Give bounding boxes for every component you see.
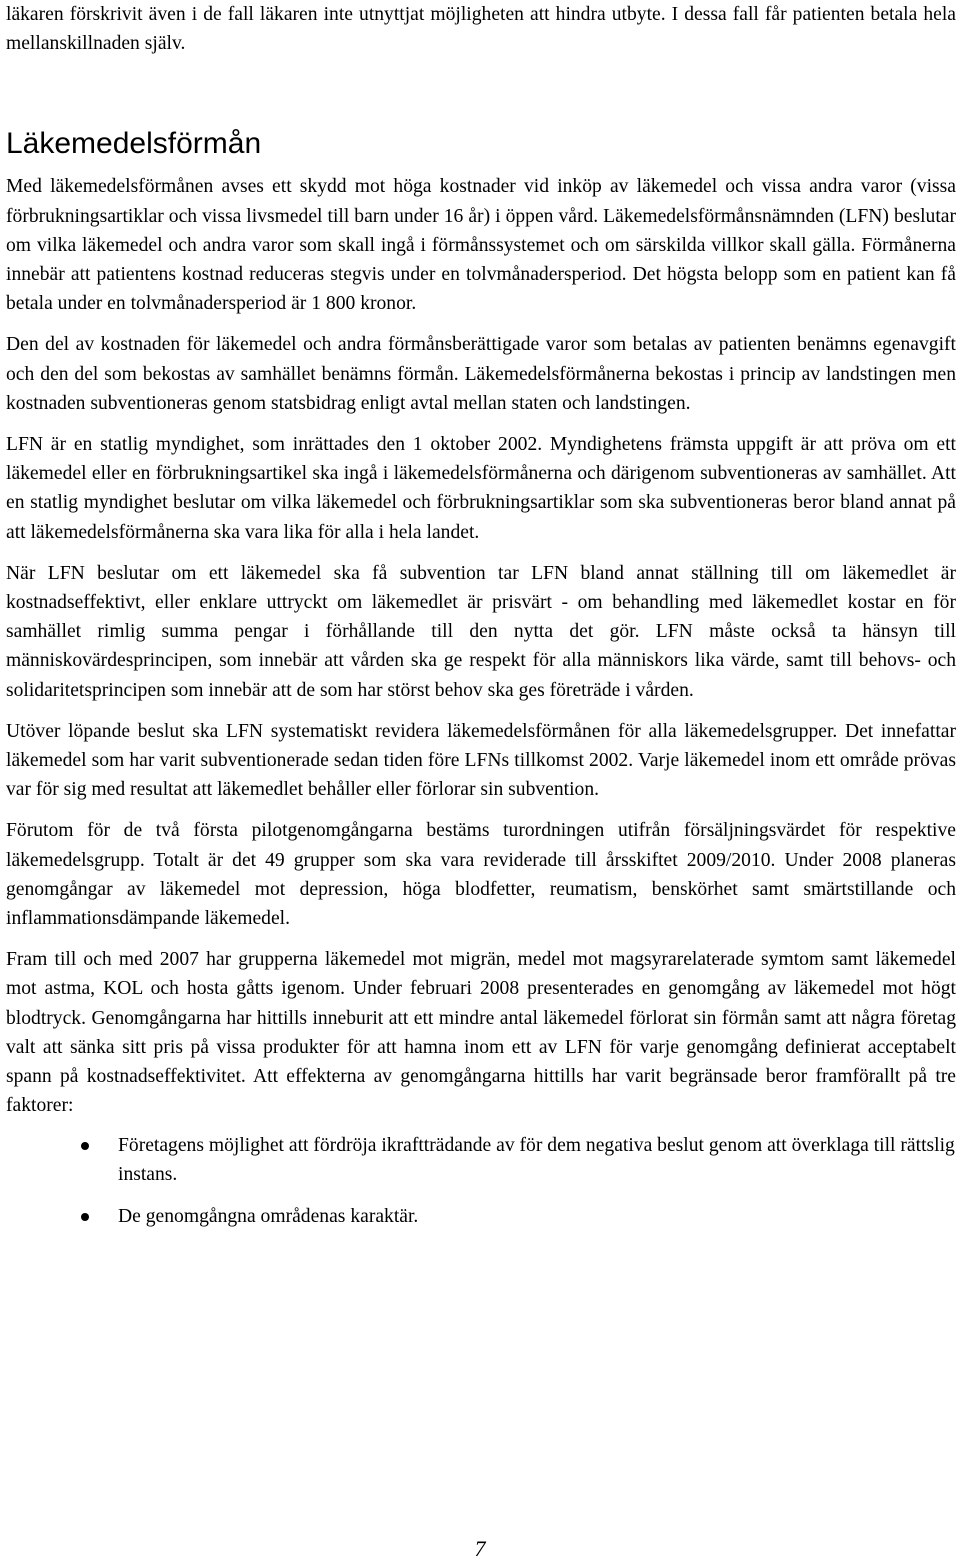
- section-heading: Läkemedelsförmån: [6, 127, 262, 161]
- list-item-text: Företagens möjlighet att fördröja ikraftträdande av för dem negativa beslut genom att överklaga till rättslig instans.: [118, 1134, 955, 1185]
- paragraph-3: LFN är en statlig myndighet, som inrättades den 1 oktober 2002. Myndighetens främsta uppgift är att pröva om ett läkemedel eller en förbrukningsartikel ska ingå i läkemedelsförmånerna och därigenom subventioneras av samhället. Att en statlig myndighet beslutar om vilka läkemedel och förbrukningsartiklar som ska subventioneras beror bland annat på att läkemedelsförmånerna ska vara lika för alla i hela landet.: [6, 434, 956, 543]
- bullet-icon: [81, 1142, 89, 1150]
- intro-paragraph: läkaren förskrivit även i de fall läkaren inte utnyttjat möjligheten att hindra utbyte. I dessa fall får patienten betala hela mellanskillnaden själv.: [6, 4, 956, 55]
- bullet-list: [6, 1131, 956, 1232]
- paragraph-7: Fram till och med 2007 har grupperna läkemedel mot migrän, medel mot magsyrarelaterade symtom samt läkemedel mot astma, KOL och hosta gåtts igenom. Under februari 2008 presenterades en genomgång av läkemedel mot högt blodtryck. Genomgångarna har hittills inneburit att ett mindre antal läkemedel förlorat sin förmån samt att några företag valt att sänka sitt pris på vissa produkter för att hamna inom ett av LFN för varje genomgång definierat acceptabelt spann på kostnadseffektivitet. Att effekterna av genomgångarna hittills har varit begränsade beror framförallt på tre faktorer:: [6, 949, 956, 1117]
- page-number: 7: [474, 1536, 486, 1561]
- bullet-icon: [81, 1213, 89, 1221]
- paragraph-4: När LFN beslutar om ett läkemedel ska få subvention tar LFN bland annat ställning till om läkemedlet är kostnadseffektivt, eller enklare uttryckt om läkemedlet är prisvärt - om behandling med läkemedlet kostar en för samhället rimlig summa pengar i förhållande till den nytta det gör. LFN måste också ta hänsyn till människovärdesprincipen, som innebär att vården ska ge respekt för alla människors lika värde, samt till behovs- och solidaritetsprincipen som innebär att de som har störst behov ska ges företräde i vården.: [6, 562, 956, 701]
- paragraph-5: Utöver löpande beslut ska LFN systematiskt revidera läkemedelsförmånen för alla läkemedelsgrupper. Det innefattar läkemedel som har varit subventionerade sedan tiden före LFNs tillkomst 2002. Varje läkemedel inom ett område prövas var för sig med resultat att läkemedlet behåller eller förlorar sin subvention.: [6, 720, 956, 801]
- list-item-text: De genomgångna områdenas karaktär.: [118, 1205, 419, 1227]
- paragraph-1: Med läkemedelsförmånen avses ett skydd mot höga kostnader vid inköp av läkemedel och vissa andra varor (vissa förbrukningsartiklar och vissa livsmedel till barn under 16 år) i öppen vård. Läkemedelsförmånsnämnden (LFN) beslutar om vilka läkemedel och andra varor som skall ingå i förmånssystemet och om särskilda villkor skall gälla. Förmånerna innebär att patientens kostnad reduceras stegvis under en tolvmånadersperiod. Det högsta belopp som en patient kan få betala under en tolvmånadersperiod är 1 800 kronor.: [6, 176, 956, 315]
- document-page: [6, 0, 956, 1244]
- list-item: [6, 1202, 956, 1231]
- paragraph-2: Den del av kostnaden för läkemedel och andra förmånsberättigade varor som betalas av patienten benämns egenavgift och den del som bekostas av samhället benämns förmån. Läkemedelsförmånerna bekostas i princip av landstingen men kostnaden subventioneras genom statsbidrag enligt avtal mellan staten och landstingen.: [6, 334, 956, 414]
- paragraph-6: Förutom för de två första pilotgenomgångarna bestäms turordningen utifrån försäljningsvärdet för respektive läkemedelsgrupp. Totalt är det 49 grupper som ska vara reviderade till årsskiftet 2009/2010. Under 2008 planeras genomgångar av läkemedel mot depression, höga blodfetter, reumatism, benskörhet samt smärtstillande och inflammationsdämpande läkemedel.: [6, 820, 956, 930]
- list-item: [6, 1131, 956, 1189]
